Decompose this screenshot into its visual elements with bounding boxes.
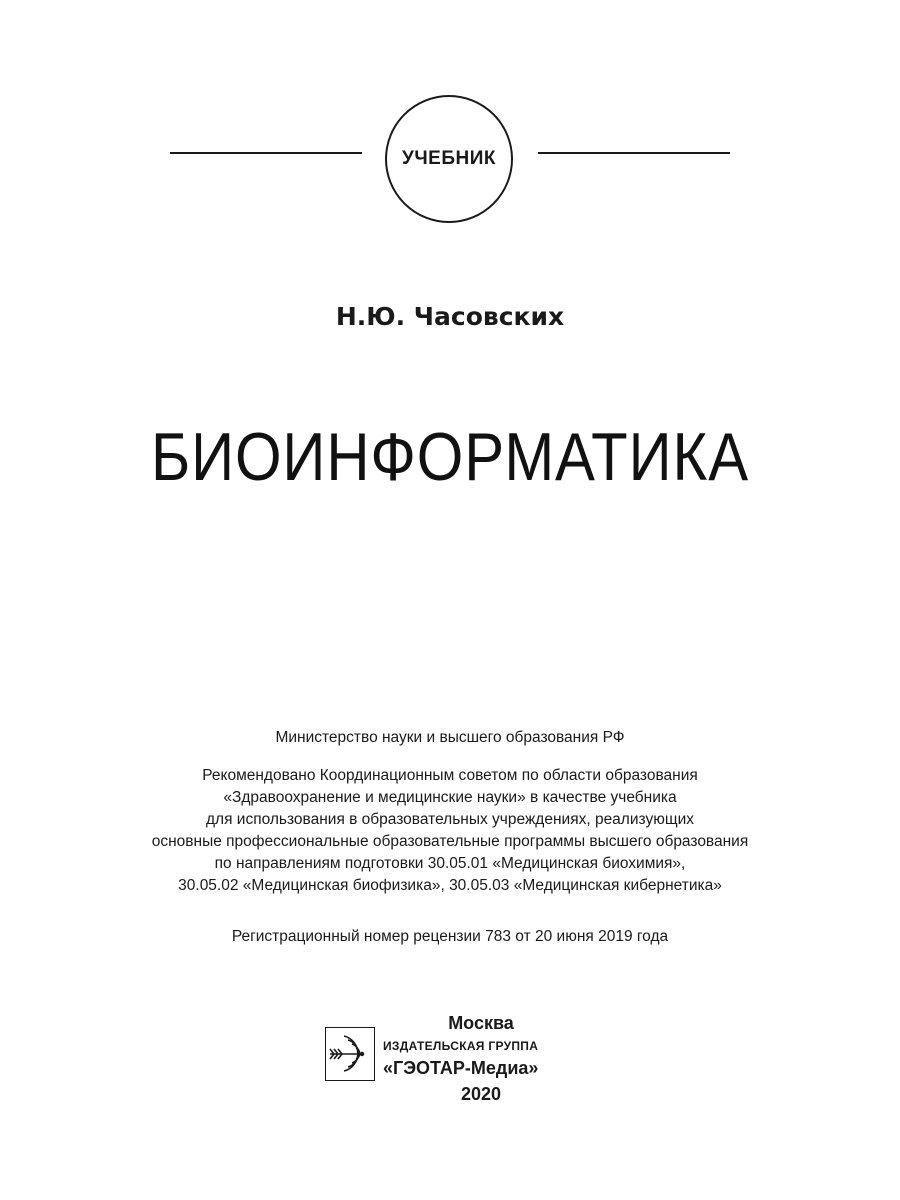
recommendation-line: для использования в образовательных учреждениях, реализующих [206,811,694,828]
recommendation-line: 30.05.02 «Медицинская биофизика», 30.05.03 «Медицинская кибернетика» [178,877,722,894]
recommendation-line: Рекомендовано Координационным советом по области образования [202,767,698,784]
author-name: Н.Ю. Часовских [335,302,565,331]
recommendation-block [0,765,900,897]
publication-year: 2020 [460,1084,502,1104]
textbook-badge-label: УЧЕБНИК [402,148,496,169]
left-divider-line [170,152,362,154]
publisher-block [325,1013,585,1113]
publisher-name: «ГЭОТАР-Медиа» [383,1058,539,1078]
publisher-city: Москва [448,1013,514,1033]
right-divider-line [538,152,730,154]
book-title: БИОИНФОРМАТИКА [150,419,750,495]
recommendation-line: основные профессиональные образовательные программы высшего образования [151,833,749,850]
recommendation-line: «Здравоохранение и медицинские науки» в качестве учебника [223,789,677,806]
publisher-group-label: ИЗДАТЕЛЬСКАЯ ГРУППА [383,1039,539,1053]
geotar-logo-icon [325,1027,375,1081]
textbook-badge [385,95,513,223]
registration-line: Регистрационный номер рецензии 783 от 20 июня 2019 года [231,928,669,945]
recommendation-line: по направлениям подготовки 30.05.01 «Медицинская биохимия», [214,855,686,872]
ministry-line: Министерство науки и высшего образования РФ [275,729,625,746]
